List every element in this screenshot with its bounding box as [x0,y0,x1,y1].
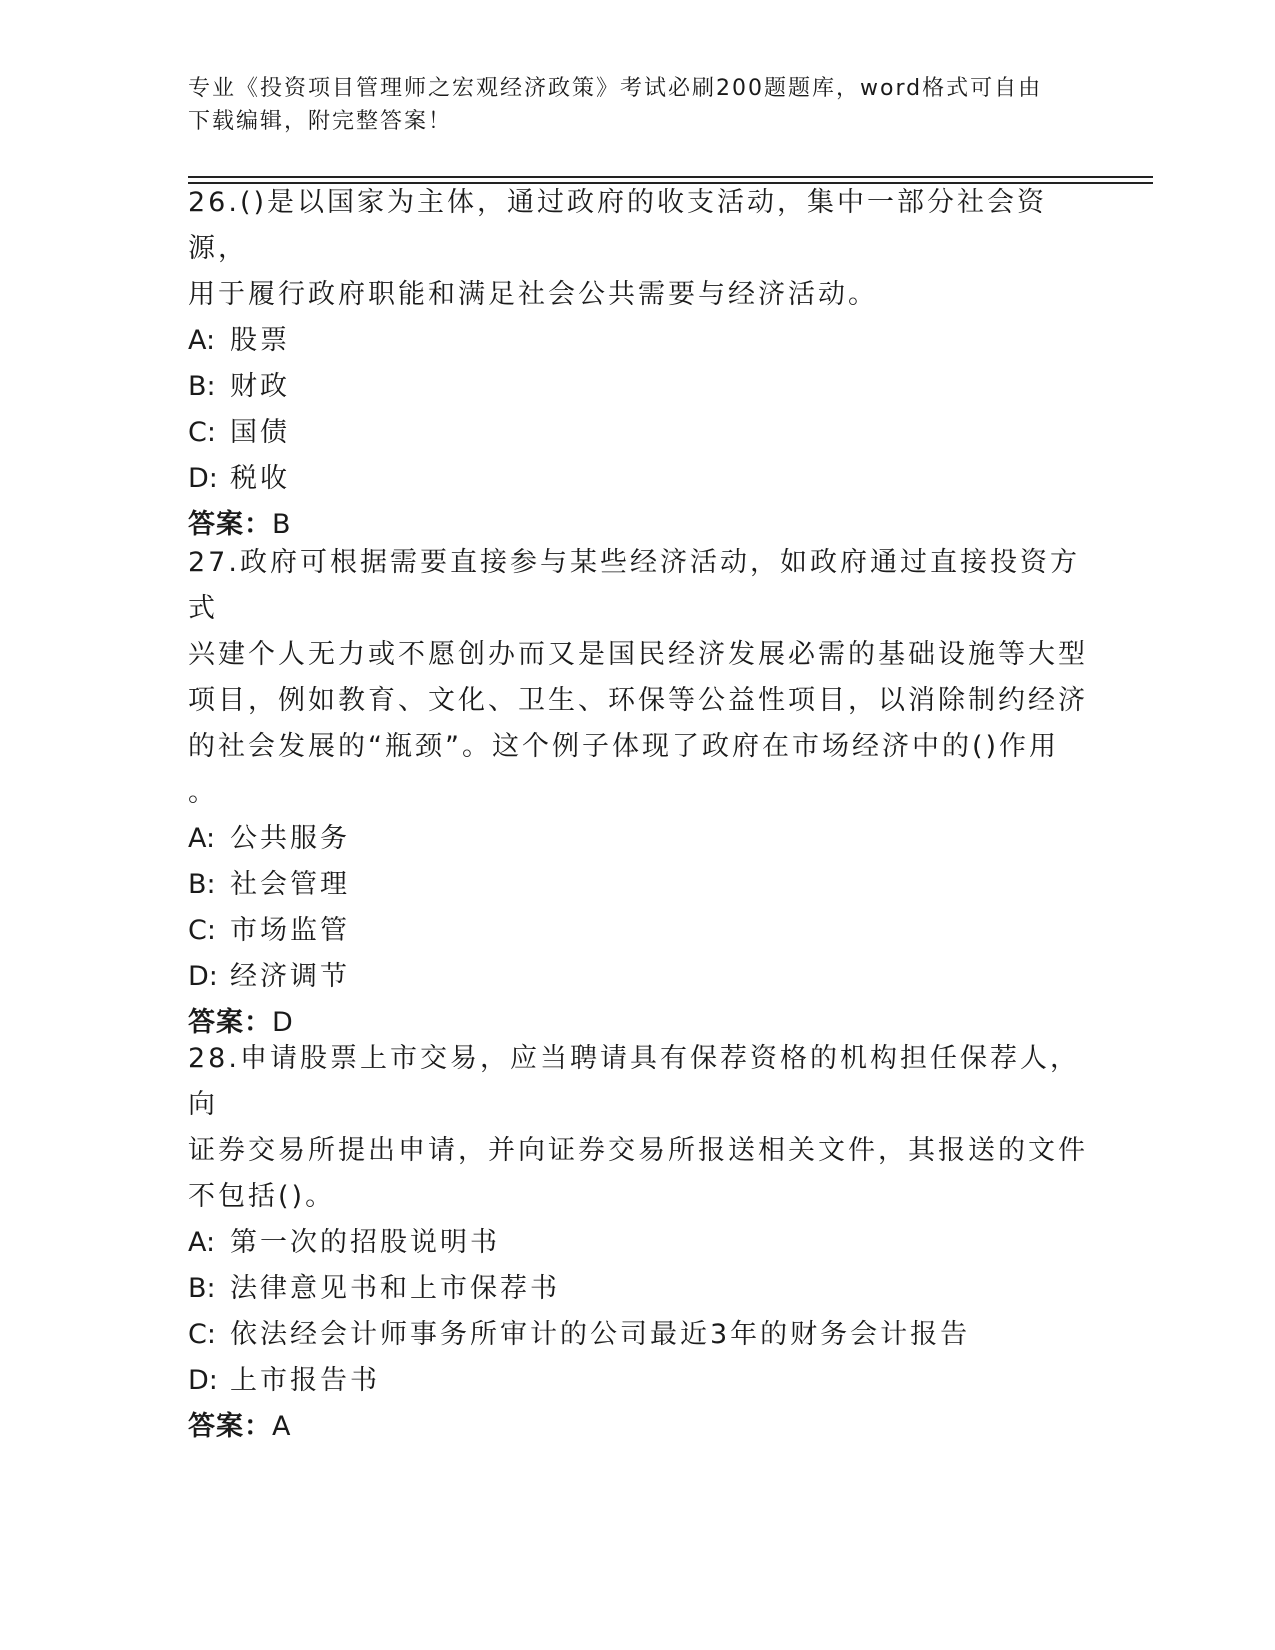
option-text: 上市报告书 [230,1365,380,1396]
option-letter: C: [188,915,216,946]
option-letter: A: [188,325,216,356]
option-text: 法律意见书和上市保荐书 [230,1273,560,1304]
stem-line: 28.申请股票上市交易，应当聘请具有保荐资格的机构担任保荐人，向 [188,1043,1080,1120]
question-stem [188,1036,1088,1220]
option-b [188,862,1088,908]
answer-value: D [272,1007,293,1038]
option-letter: D: [188,463,218,494]
stem-line: 27.政府可根据需要直接参与某些经济活动，如政府通过直接投资方式 [188,547,1080,624]
option-letter: B: [188,371,216,402]
option-text: 经济调节 [230,961,350,992]
answer-label: 答案： [188,509,272,540]
stem-line: 的社会发展的“瓶颈”。这个例子体现了政府在市场经济中的()作用 [188,731,1060,762]
question-27 [188,540,1088,1046]
option-letter: A: [188,823,216,854]
option-letter: B: [188,1273,216,1304]
option-letter: D: [188,961,218,992]
option-letter: C: [188,417,216,448]
option-a [188,816,1088,862]
option-text: 税收 [230,463,290,494]
option-letter: B: [188,869,216,900]
stem-line: 26.()是以国家为主体，通过政府的收支活动，集中一部分社会资源， [188,187,1048,264]
option-text: 依法经会计师事务所审计的公司最近3年的财务会计报告 [230,1319,971,1350]
option-a [188,1220,1088,1266]
option-text: 第一次的招股说明书 [230,1227,500,1258]
answer-label: 答案： [188,1007,272,1038]
option-text: 市场监管 [230,915,350,946]
option-letter: A: [188,1227,216,1258]
option-c [188,1312,1088,1358]
option-d [188,456,1088,502]
answer-value: B [272,509,291,540]
question-28 [188,1036,1088,1450]
option-text: 公共服务 [230,823,350,854]
answer [188,1404,1088,1450]
answer-label: 答案： [188,1411,272,1442]
option-letter: D: [188,1365,218,1396]
document-header [188,72,1068,138]
stem-line: 。 [188,777,218,808]
header-line-1: 专业《投资项目管理师之宏观经济政策》考试必刷200题题库，word格式可自由 [188,76,1043,101]
option-text: 国债 [230,417,290,448]
question-stem [188,180,1088,318]
header-divider-top [188,176,1153,178]
stem-line: 证券交易所提出申请，并向证券交易所报送相关文件，其报送的文件 [188,1135,1088,1166]
answer-value: A [272,1411,291,1442]
question-26 [188,180,1088,548]
stem-line: 兴建个人无力或不愿创办而又是国民经济发展必需的基础设施等大型 [188,639,1088,670]
option-a [188,318,1088,364]
question-stem [188,540,1088,816]
option-c [188,410,1088,456]
stem-line: 用于履行政府职能和满足社会公共需要与经济活动。 [188,279,878,310]
stem-line: 项目，例如教育、文化、卫生、环保等公益性项目，以消除制约经济 [188,685,1088,716]
option-text: 股票 [230,325,290,356]
option-d [188,1358,1088,1404]
header-line-2: 下载编辑，附完整答案！ [188,109,453,134]
option-d [188,954,1088,1000]
option-text: 财政 [230,371,290,402]
option-letter: C: [188,1319,216,1350]
option-text: 社会管理 [230,869,350,900]
option-b [188,1266,1088,1312]
option-b [188,364,1088,410]
stem-line: 不包括()。 [188,1181,336,1212]
option-c [188,908,1088,954]
